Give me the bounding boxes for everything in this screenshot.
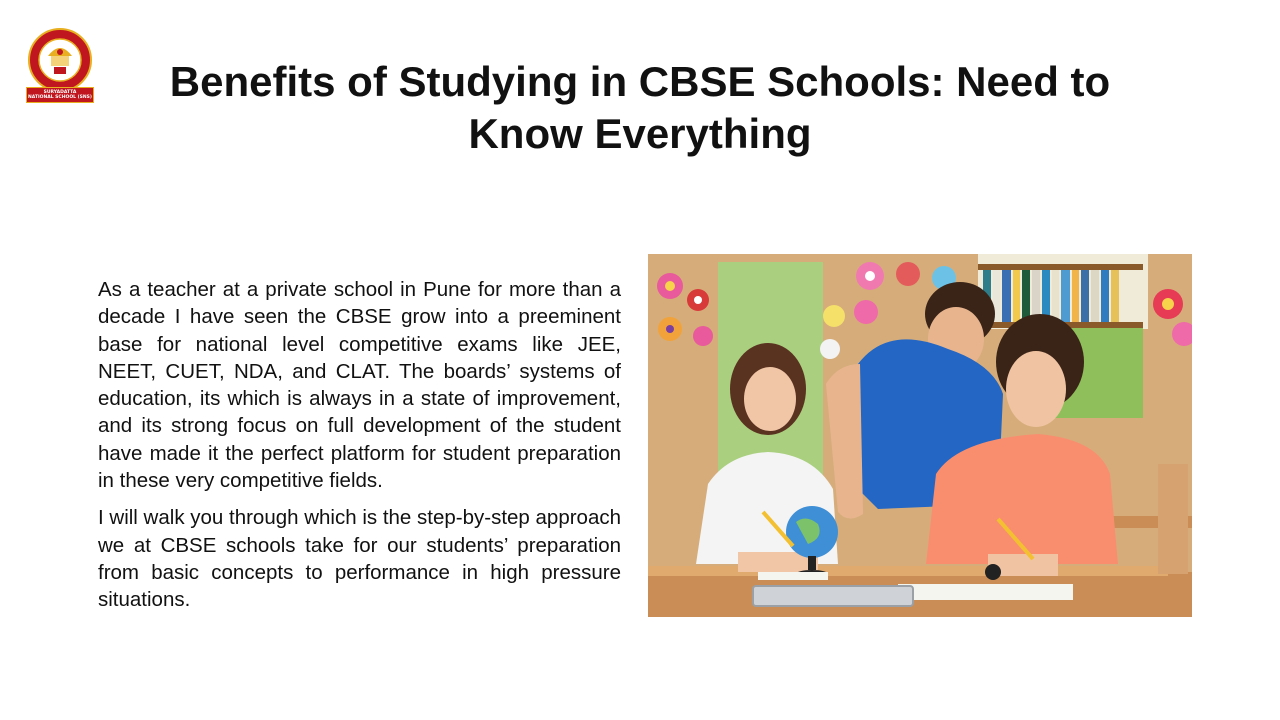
classroom-students-photo-icon <box>648 254 1192 617</box>
slide-title: Benefits of Studying in CBSE Schools: Need to Know Everything <box>169 58 1111 157</box>
paragraph-1: As a teacher at a private school in Pune for more than a decade I have seen the CBSE grow into a preeminent base for national level competitive exams like JEE, NEET, CUET, NDA, and CLAT. The boards’ systems of education, its which is always in a state of improvement, and its strong focus on full development of the student have made it the perfect platform for student preparation in these very competitive fields. <box>98 278 621 493</box>
paragraph-2: I will walk you through which is the step-by-step approach we at CBSE schools take for our students’ preparation from basic concepts to performance in high pressure situations. <box>98 506 622 612</box>
logo-name: SURYADATTA <box>43 89 77 95</box>
logo-banner <box>26 87 94 103</box>
logo-subname: NATIONAL SCHOOL (SNS) <box>28 95 92 100</box>
classroom-photo <box>648 254 1192 617</box>
school-logo <box>24 26 96 104</box>
school-crest-logo-icon <box>24 26 96 90</box>
body-text <box>98 276 621 624</box>
